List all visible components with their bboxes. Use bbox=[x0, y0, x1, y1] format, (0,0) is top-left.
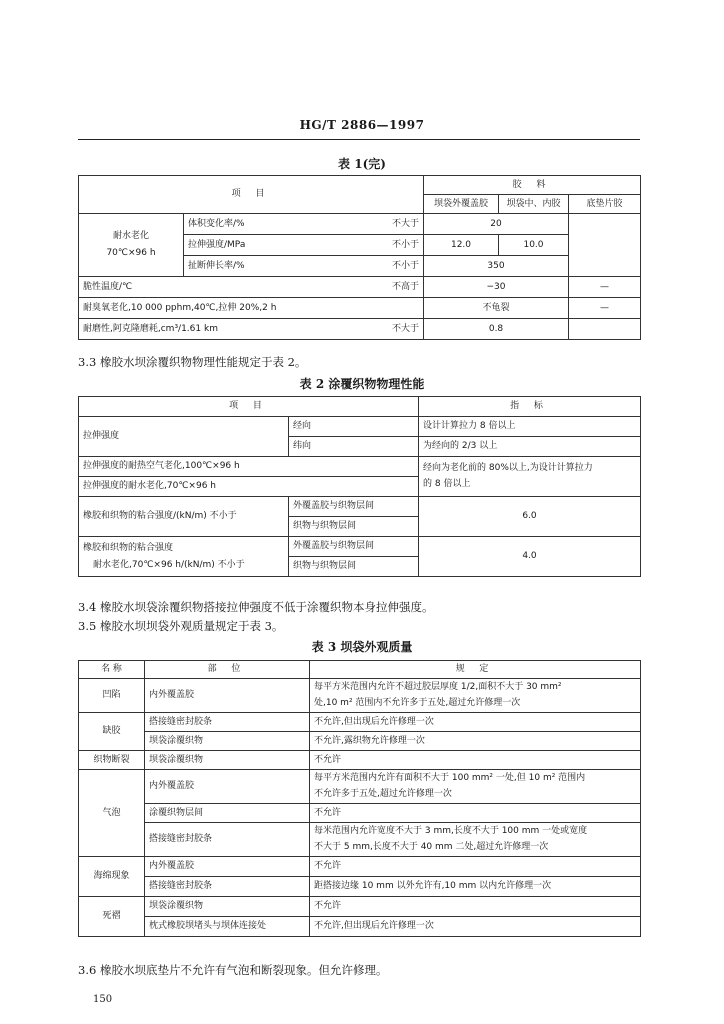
table2-adhesion-water-line2: 耐水老化,70℃×96 h/(kN/m) 不小于 bbox=[93, 559, 245, 570]
table3-dent: 凹陷 bbox=[79, 679, 145, 713]
table3-dead-fold-joint-rule: 不允许,但出现后允许修理一次 bbox=[310, 917, 641, 937]
table3-dead-fold-joint: 枕式橡胶坝堵头与坝体连接处 bbox=[145, 917, 310, 937]
table1-water-aging-name: 耐水老化 bbox=[112, 231, 149, 241]
table2-aging-value bbox=[419, 457, 641, 497]
table1-brittle-value: −30 bbox=[424, 277, 569, 298]
table1-header-inner: 坝袋中、内胶 bbox=[499, 195, 569, 214]
table3-fabric-break-rule: 不允许 bbox=[310, 751, 641, 770]
header-rule bbox=[78, 139, 640, 140]
table2-adhesion: 橡胶和织物的粘合强度/(kN/m) 不小于 bbox=[79, 497, 289, 537]
table1-header-base: 底垫片胶 bbox=[569, 195, 641, 214]
table1-header-glue: 胶 料 bbox=[424, 176, 641, 195]
table3 bbox=[78, 660, 641, 937]
table2-adhesion-water-cover: 外覆盖胶与织物层间 bbox=[289, 537, 419, 557]
table3-bubble-cover-rule-line2: 不允许多于五处,超过允许修理一次 bbox=[314, 789, 452, 799]
paragraph-3-3: 3.3 橡胶水坝涂覆织物物理性能规定于表 2。 bbox=[78, 355, 307, 369]
table3-bubble-cover: 内外覆盖胶 bbox=[145, 770, 310, 804]
table3-sponge-seam-rule: 距搭接边缘 10 mm 以外允许有,10 mm 以内允许修理一次 bbox=[310, 877, 641, 897]
table2-adhesion-water-fabric: 织物与织物层间 bbox=[289, 557, 419, 577]
table1-volume-limit: 不大于 bbox=[364, 214, 424, 235]
paragraph-3-5: 3.5 橡胶水坝坝袋外观质量规定于表 3。 bbox=[78, 619, 284, 633]
table2-weft: 纬向 bbox=[289, 437, 419, 457]
document-header: HG/T 2886—1997 bbox=[299, 118, 425, 132]
table2-header-indicator: 指 标 bbox=[419, 397, 641, 417]
table2-adhesion-value: 6.0 bbox=[419, 497, 641, 537]
table2-warp: 经向 bbox=[289, 417, 419, 437]
table3-header-rule: 规 定 bbox=[310, 661, 641, 679]
table3-glue-missing-fabric-rule: 不允许,露织物允许修理一次 bbox=[310, 732, 641, 751]
table2-adhesion-water-value: 4.0 bbox=[419, 537, 641, 577]
table1-caption: 表 1(完) bbox=[338, 157, 386, 171]
page-number: 150 bbox=[93, 994, 113, 1005]
table1-abrasion-value: 0.8 bbox=[424, 319, 569, 340]
table2-adhesion-fabric: 织物与织物层间 bbox=[289, 517, 419, 537]
table2-aging-value-line1: 经向为老化前的 80%以上,为设计计算拉力 bbox=[423, 463, 593, 473]
table3-dent-part: 内外覆盖胶 bbox=[145, 679, 310, 713]
table3-dent-rule-line2: 处,10 m² 范围内不允许多于五处,超过允许修理一次 bbox=[314, 698, 521, 708]
table3-bubble-cover-rule-line1: 每平方米范围内允许有面积不大于 100 mm² 一处,但 10 m² 范围内 bbox=[314, 773, 586, 783]
table1-ozone: 耐臭氧老化,10 000 pphm,40℃,拉伸 20%,2 h bbox=[79, 298, 424, 319]
table1-elongation-value: 350 bbox=[424, 256, 569, 277]
table1-abrasion: 耐磨性,阿克隆磨耗,cm³/1.61 km bbox=[79, 319, 364, 340]
table1-volume-change: 体积变化率/% bbox=[184, 214, 364, 235]
table3-fabric-break: 织物断裂 bbox=[79, 751, 145, 770]
table3-dead-fold-fabric-rule: 不允许 bbox=[310, 897, 641, 917]
table3-caption: 表 3 坝袋外观质量 bbox=[311, 640, 413, 654]
table3-dead-fold-fabric: 坝袋涂覆织物 bbox=[145, 897, 310, 917]
table3-glue-missing-seam: 搭接缝密封胶条 bbox=[145, 713, 310, 732]
table3-bubble-seam: 搭接缝密封胶条 bbox=[145, 823, 310, 857]
table1-water-aging-cond: 70℃×96 h bbox=[106, 248, 156, 258]
table1-volume-value: 20 bbox=[424, 214, 569, 235]
table2 bbox=[78, 396, 641, 577]
table2-caption: 表 2 涂覆织物物理性能 bbox=[299, 377, 425, 391]
table3-sponge-cover-rule: 不允许 bbox=[310, 857, 641, 877]
table3-fabric-break-part: 坝袋涂覆织物 bbox=[145, 751, 310, 770]
table3-glue-missing: 缺胶 bbox=[79, 713, 145, 751]
table2-adhesion-water-line1: 橡胶和织物的粘合强度 bbox=[83, 542, 174, 553]
table2-header-item: 项 目 bbox=[79, 397, 419, 417]
table1-abrasion-limit: 不大于 bbox=[364, 319, 424, 340]
table3-dent-rule-line1: 每平方米范围内允许不超过胶层厚度 1/2,面积不大于 30 mm² bbox=[314, 682, 562, 692]
table3-bubble-seam-rule bbox=[310, 823, 641, 857]
table2-adhesion-cover: 外覆盖胶与织物层间 bbox=[289, 497, 419, 517]
paragraph-3-6: 3.6 橡胶水坝底垫片不允许有气泡和断裂现象。但允许修理。 bbox=[78, 963, 388, 977]
table3-bubble: 气泡 bbox=[79, 770, 145, 857]
table3-bubble-seam-rule-line2: 不大于 5 mm,长度不大于 40 mm 二处,超过允许修理一次 bbox=[314, 842, 549, 852]
table1-brittle: 脆性温度/℃ bbox=[79, 277, 364, 298]
table1-tensile-outer: 12.0 bbox=[424, 235, 499, 256]
table3-header-name: 名 称 bbox=[79, 661, 145, 679]
table3-sponge-seam: 搭接缝密封胶条 bbox=[145, 877, 310, 897]
table2-adhesion-water bbox=[79, 537, 289, 577]
table1-ozone-base: — bbox=[569, 298, 641, 319]
table1 bbox=[78, 175, 641, 340]
table3-bubble-layers: 涂覆织物层间 bbox=[145, 804, 310, 823]
paragraph-3-4: 3.4 橡胶水坝袋涂覆织物搭接拉伸强度不低于涂覆织物本身拉伸强度。 bbox=[78, 600, 434, 614]
table3-bubble-cover-rule bbox=[310, 770, 641, 804]
table2-tensile: 拉伸强度 bbox=[79, 417, 289, 457]
table3-sponge-cover: 内外覆盖胶 bbox=[145, 857, 310, 877]
table1-tensile-limit: 不小于 bbox=[364, 235, 424, 256]
table3-dead-fold: 死褶 bbox=[79, 897, 145, 937]
table3-glue-missing-seam-rule: 不允许,但出现后允许修理一次 bbox=[310, 713, 641, 732]
table2-water-aging: 拉伸强度的耐水老化,70℃×96 h bbox=[79, 477, 419, 497]
table1-ozone-value: 不龟裂 bbox=[424, 298, 569, 319]
table1-header-item: 项 目 bbox=[79, 176, 424, 214]
table1-tensile: 拉伸强度/MPa bbox=[184, 235, 364, 256]
table1-header-outer: 坝袋外覆盖胶 bbox=[424, 195, 499, 214]
table2-warp-value: 设计计算拉力 8 倍以上 bbox=[419, 417, 641, 437]
table3-bubble-seam-rule-line1: 每米范围内允许宽度不大于 3 mm,长度不大于 100 mm 一处或宽度 bbox=[314, 826, 588, 836]
table1-base-empty bbox=[569, 214, 641, 277]
table3-sponge: 海绵现象 bbox=[79, 857, 145, 897]
table2-aging-value-line2: 的 8 倍以上 bbox=[423, 479, 471, 489]
table3-header-part: 部 位 bbox=[145, 661, 310, 679]
table2-heat-aging: 拉伸强度的耐热空气老化,100℃×96 h bbox=[79, 457, 419, 477]
table1-elongation: 扯断伸长率/% bbox=[184, 256, 364, 277]
table1-brittle-base: — bbox=[569, 277, 641, 298]
table3-bubble-layers-rule: 不允许 bbox=[310, 804, 641, 823]
table1-elongation-limit: 不小于 bbox=[364, 256, 424, 277]
table1-tensile-inner: 10.0 bbox=[499, 235, 569, 256]
table1-abrasion-base bbox=[569, 319, 641, 340]
table3-dent-rule bbox=[310, 679, 641, 713]
table1-water-aging bbox=[79, 214, 184, 277]
table2-weft-value: 为经向的 2/3 以上 bbox=[419, 437, 641, 457]
table3-glue-missing-fabric: 坝袋涂覆织物 bbox=[145, 732, 310, 751]
table1-brittle-limit: 不高于 bbox=[364, 277, 424, 298]
